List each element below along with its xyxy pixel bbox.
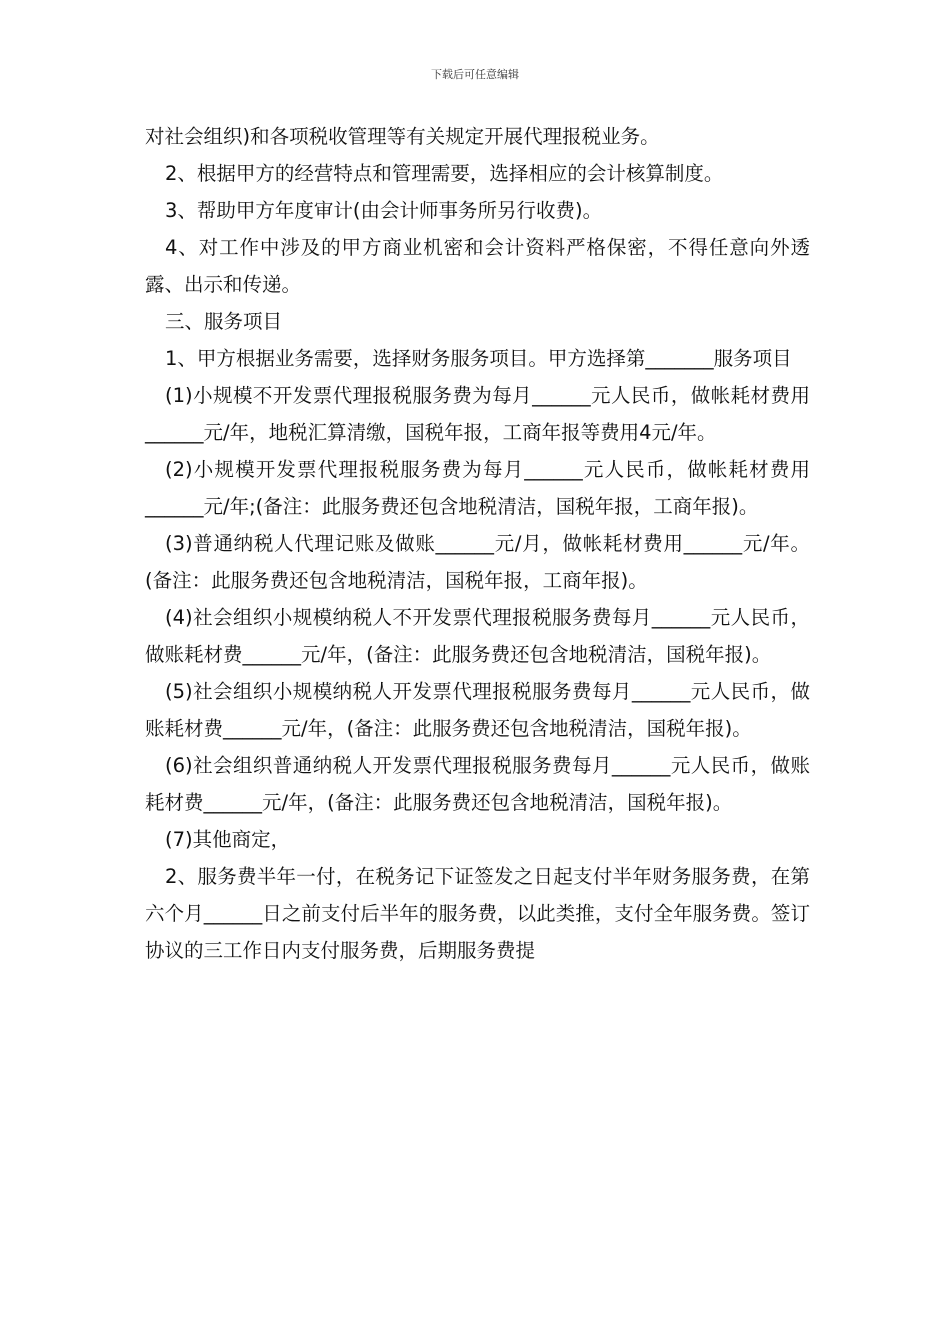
paragraph: (1)小规模不开发票代理报税服务费为每月______元人民币，做帐耗材费用______元/年，地税汇算清缴，国税年报，工商年报等费用4元/年。 bbox=[145, 384, 810, 444]
paragraph: 3、帮助甲方年度审计(由会计师事务所另行收费)。 bbox=[165, 199, 603, 222]
paragraph: 2、服务费半年一付，在税务记下证签发之日起支付半年财务服务费，在第六个月______日之前支付后半年的服务费，以此类推，支付全年服务费。签订协议的三工作日内支付服务费，后期服务费提 bbox=[145, 865, 810, 962]
section-heading: 三、服务项目 bbox=[165, 310, 283, 333]
paragraph: 4、对工作中涉及的甲方商业机密和会计资料严格保密，不得任意向外透露、出示和传递。 bbox=[145, 236, 810, 296]
paragraph: (4)社会组织小规模纳税人不开发票代理报税服务费每月______元人民币，做账耗材费______元/年，(备注：此服务费还包含地税清洁，国税年报)。 bbox=[145, 606, 810, 666]
paragraph: 1、甲方根据业务需要，选择财务服务项目。甲方选择第_______服务项目 bbox=[165, 347, 792, 370]
paragraph: (6)社会组织普通纳税人开发票代理报税服务费每月______元人民币，做账耗材费______元/年，(备注：此服务费还包含地税清洁，国税年报)。 bbox=[145, 754, 810, 814]
paragraph: (3)普通纳税人代理记账及做账______元/月，做帐耗材费用______元/年。(备注：此服务费还包含地税清洁，国税年报，工商年报)。 bbox=[145, 532, 810, 592]
page-header: 下载后可任意编辑 bbox=[431, 68, 519, 81]
paragraph: (2)小规模开发票代理报税服务费为每月______元人民币，做帐耗材费用______元/年;(备注：此服务费还包含地税清洁，国税年报，工商年报)。 bbox=[145, 458, 810, 518]
paragraph: (5)社会组织小规模纳税人开发票代理报税服务费每月______元人民币，做账耗材费______元/年，(备注：此服务费还包含地税清洁，国税年报)。 bbox=[145, 680, 810, 740]
paragraph: (7)其他商定， bbox=[165, 828, 291, 851]
document-body bbox=[145, 118, 810, 969]
paragraph: 对社会组织)和各项税收管理等有关规定开展代理报税业务。 bbox=[145, 125, 660, 148]
paragraph: 2、根据甲方的经营特点和管理需要，选择相应的会计核算制度。 bbox=[165, 162, 724, 185]
